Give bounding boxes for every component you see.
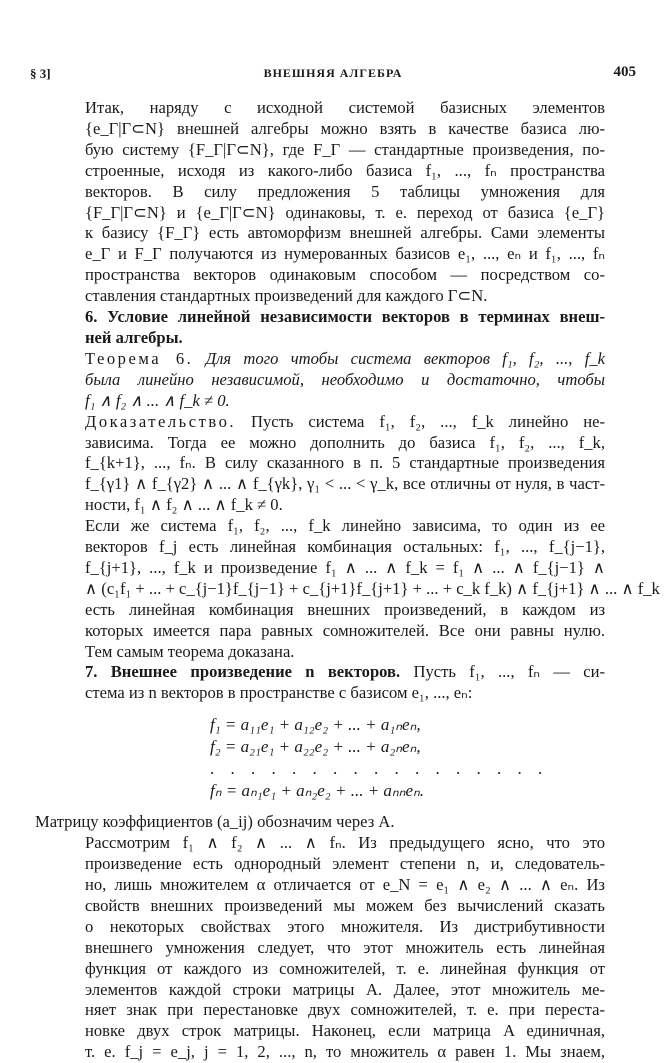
paragraph-matrix (35, 812, 605, 833)
heading-line: ней алгебры. (85, 327, 183, 347)
theorem-label: Теорема 6. (85, 348, 194, 368)
text-line: f₁ ∧ f₂ ∧ ... ∧ f_k ≠ 0. (85, 390, 230, 410)
text-line: стема из n векторов в пространстве с базисом e₁, ..., eₙ: (85, 683, 473, 703)
text-line: ∧ (c₁f₁ + ... + c_{j−1}f_{j−1} + c_{j+1}f_{j+1} + ... + c_k f_k) ∧ f_{j+1} ∧ ... ∧ f_k (85, 578, 660, 598)
text-line: Итак, наряду с исходной системой базисных элементов (85, 98, 605, 117)
text-line: няет знак при перестановке двух сомножителей, т. е. при переста- (85, 1000, 605, 1020)
text-line: внешнего умножения следует, что этот множитель есть линейная (85, 937, 605, 957)
formula-line: f₂ = a₂₁e₁ + a₂₂e₂ + ... + a₂ₙeₙ, (210, 737, 421, 757)
text-line: Матрицу коэффициентов (a_ij) обозначим через A. (35, 812, 395, 832)
text-line: новке двух строк матрицы. Наконец, если матрица A единичная, (85, 1021, 605, 1041)
text-line: строенные, исходя из какого-либо базиса f₁, ..., fₙ пространства (85, 160, 605, 180)
formula-line: f₁ = a₁₁e₁ + a₁₂e₂ + ... + a₁ₙeₙ, (210, 715, 421, 735)
text-line: ности, f₁ ∧ f₂ ∧ ... ∧ f_k ≠ 0. (85, 495, 283, 515)
text-line: есть линейная комбинация внешних произведений, в каждом из (85, 599, 605, 619)
text-line: {e_Г|Г⊂N} внешней алгебры можно взять в качестве базиса лю- (85, 118, 605, 138)
text-line (35, 349, 605, 370)
text-line: f_{j+1}, ..., f_k и произведение f₁ ∧ ... ∧ f_k = f₁ ∧ ... ∧ f_{j−1} ∧ (85, 557, 605, 577)
section-heading-6 (35, 307, 605, 349)
page-number: 405 (613, 64, 636, 80)
section-marker: § 3] (30, 66, 51, 81)
section-7 (35, 662, 605, 704)
text-line: свойств внешних произведений мы можем без вычислений сказать (85, 895, 605, 915)
text-line: ставления стандартных произведений для каждого Г⊂N. (85, 286, 488, 306)
formula-dots: . . . . . . . . . . . . . . . . . (210, 759, 549, 779)
text-line: f_{γ1} ∧ f_{γ2} ∧ ... ∧ f_{γk}, γ₁ < ... < γ_k, все отличны от нуля, в част- (85, 474, 605, 494)
formula-line: fₙ = aₙ₁e₁ + aₙ₂e₂ + ... + aₙₙeₙ. (210, 781, 425, 801)
running-header (30, 62, 636, 86)
text-line: т. е. f_j = e_j, j = 1, 2, ..., n, то множитель α равен 1. Мы знаем, (85, 1042, 605, 1062)
formula-block (210, 714, 605, 802)
text-line: к базису {F_Г} есть автоморфизм внешней алгебры. Сами элементы (85, 223, 605, 243)
text-line: Рассмотрим f₁ ∧ f₂ ∧ ... ∧ fₙ. Из предыдущего ясно, что это (85, 833, 605, 853)
theorem-6 (35, 349, 605, 412)
text-line: зависима. Тогда ее можно дополнить до базиса f₁, f₂, ..., f_k, (85, 432, 605, 452)
proof-text: Пусть система f₁, f₂, ..., f_k линейно не- (251, 411, 605, 431)
text-line: векторов. В силу предложения 5 таблицы умножения для (85, 181, 605, 201)
text-line: о некоторых свойствах этого множителя. Из дистрибутивности (85, 916, 605, 936)
section-heading-7: 7. Внешнее произведение n векторов. (85, 662, 401, 682)
paragraph-basis (35, 98, 605, 307)
text-line: f_{k+1}, ..., fₙ. В силу сказанного в п. 5 стандартные произведения (85, 453, 605, 473)
text-line (35, 412, 605, 433)
text-line: {F_Г|Г⊂N} и {e_Г|Г⊂N} одинаковы, т. е. переход от базиса {e_Г} (85, 202, 605, 222)
paragraph-dependent (35, 516, 660, 662)
text-line: которых имеется пара равных сомножителей. Все они равны нулю. (85, 620, 605, 640)
page-body (35, 98, 660, 1063)
text-line: пространства векторов одинаковым способом — посредством со- (85, 265, 605, 285)
paragraph-product (35, 833, 605, 1063)
text-line: элементов каждой строки матрицы A. Далее, этот множитель ме- (85, 979, 605, 999)
theorem-text: Для того чтобы система векторов f₁, f₂, ..., f_k (205, 348, 606, 368)
text-line (35, 662, 605, 683)
text-line: функция от каждого из сомножителей, т. е. линейная функция от (85, 958, 605, 978)
text-line: но, лишь множителем α отличается от e_N = e₁ ∧ e₂ ∧ ... ∧ eₙ. Из (85, 875, 605, 894)
text-line: была линейно независимой, необходимо и достаточно, чтобы (85, 369, 605, 389)
proof-label: Доказательство. (85, 411, 237, 431)
text-line: Тем самым теорема доказана. (85, 641, 295, 661)
running-title: ВНЕШНЯЯ АЛГЕБРА (263, 66, 403, 80)
heading-line: 6. Условие линейной независимости векторов в терминах внеш- (85, 307, 605, 327)
proof (35, 412, 605, 517)
text-line: e_Г и F_Г получаются из нумерованных базисов e₁, ..., eₙ и f₁, ..., fₙ (85, 244, 605, 264)
text-line: бую систему {F_Г|Г⊂N}, где F_Г — стандартные произведения, по- (85, 139, 605, 159)
text-line: векторов f_j есть линейная комбинация остальных: f₁, ..., f_{j−1}, (85, 537, 605, 557)
section-7-text: Пусть f₁, ..., fₙ — си- (413, 662, 605, 682)
text-line: произведение есть однородный элемент степени n, и, следователь- (85, 854, 605, 874)
text-line: Если же система f₁, f₂, ..., f_k линейно зависима, то один из ее (85, 516, 605, 536)
